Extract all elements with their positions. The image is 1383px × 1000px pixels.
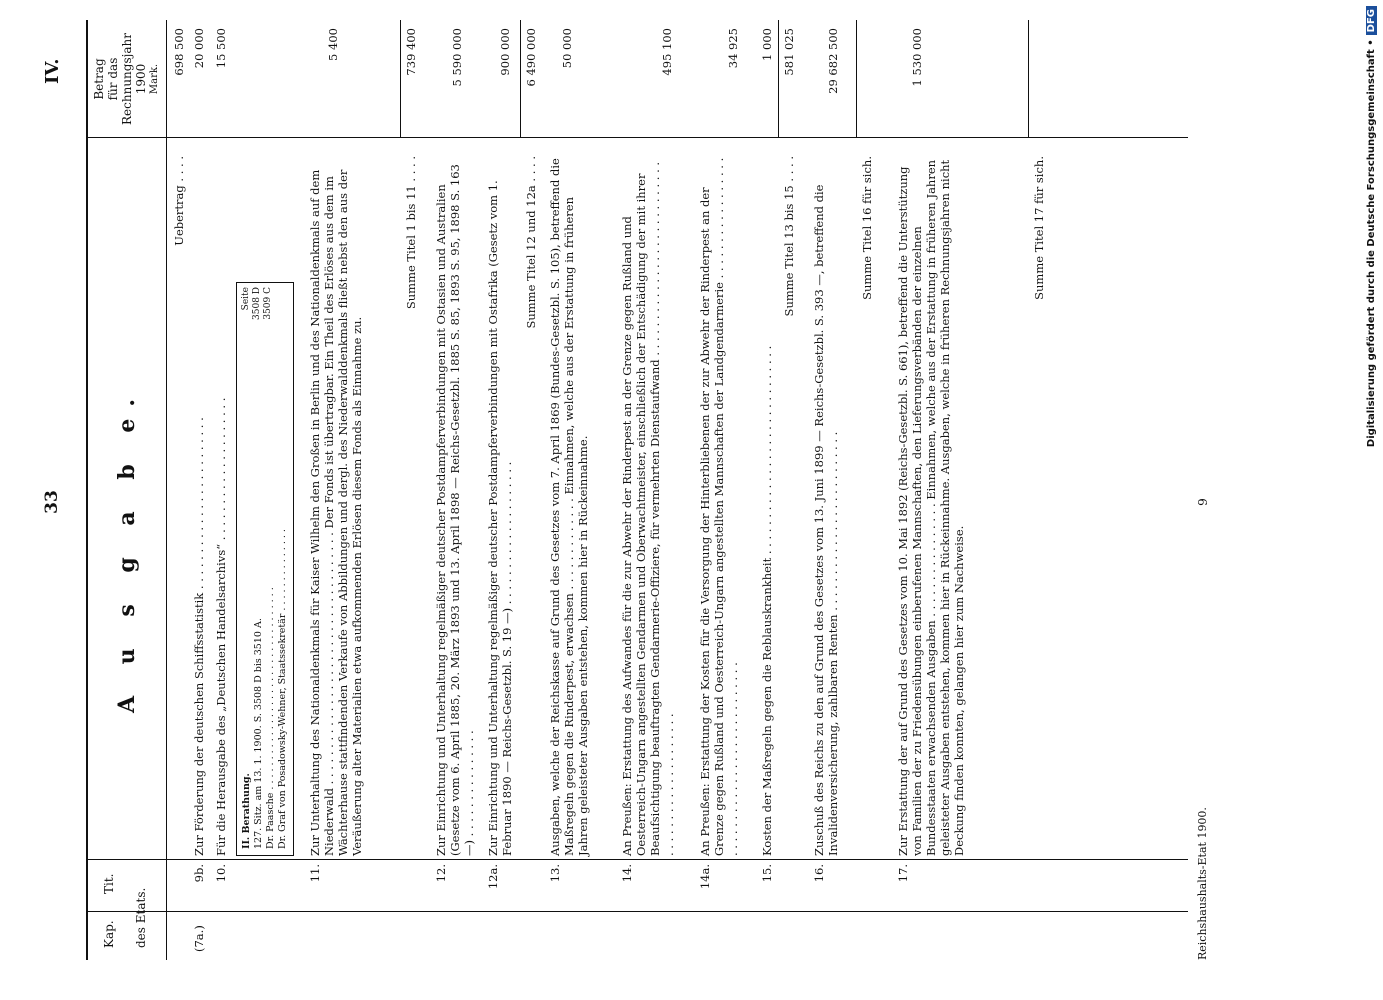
uebertrag-amount: 698 500 — [172, 28, 186, 76]
row-text: An Preußen: Erstattung des Aufwandes für die zur Abwehr der Rinderpest an der Grenze gegen Rußland und Oesterreich-Ungarn angestellten Gendarmen und Oberwachtmeister, einschließlich der Entschädigung der mit ihrer Beaufsichtigung beauftragten Gendarmerie-Offiziere, für vermehrten Dienstaufwand . . . . . . . . . . . . . . . . . . . . . . . . . . . . . . . . . . . . . . . . . . . . . . . — [620, 161, 676, 856]
sum-rule — [520, 20, 521, 137]
row-text: Zur Einrichtung und Unterhaltung regelmäßiger deutscher Postdampferverbindungen mit Ostasien und Australien (Gesetze vom 6. April 1885, 20. März 1893 und 13. April 1898 — Reichs-Gesetzbl. 1885 S. 85, 1893 S. 95, 1898 S. 163 —) . . . . . . . . . . . . . . . — [434, 164, 476, 856]
row-text: Zur Förderung der deutschen Schiffsstatistik . . . . . . . . . . . . . . . . . . . . . . . . — [192, 417, 206, 856]
sum-label: Summe Titel 17 für sich. — [1032, 156, 1046, 300]
row-amount: 15 500 — [214, 28, 228, 69]
sum-label: Summe Titel 16 für sich. — [860, 156, 874, 300]
column-divider — [88, 911, 1188, 912]
row-text: Ausgaben, welche der Reichskasse auf Grund des Gesetzes vom 7. April 1869 (Bundes-Gesetzbl. S. 105), betreffend die Maßregeln gegen die Rinderpest, erwachsen . . . . . . . . . . . . . Einnahmen, welche aus der Erstattung in früheren Jahren geleisteter Ausgaben entstehen, kommen hier in Rückeinnahme. — [548, 158, 590, 856]
sum-label: Summe Titel 12 und 12a . . . . — [524, 156, 538, 329]
row-amount: 495 100 — [660, 28, 674, 76]
beratung-seiten — [241, 287, 274, 320]
header-mark: Mark. — [149, 63, 160, 95]
beratung-box — [236, 282, 294, 856]
row-text: Zur Unterhaltung des Nationaldenkmals für Kaiser Wilhelm den Großen in Berlin und des Nationaldenkmals auf dem Niederwald . . . . . . . . . . . . . . . . . . . . . . . . . . . . . . . . . . . Der Fonds ist übertragbar. Ein Theil des Erlöses aus dem im Wächterhause stattfindenden Verkaufe von Abbildungen und dergl. des Niederwalddenkmals fließt nebst den aus der Veräußerung alter Materialien etwa aufkommenden Erlösen diesem Fonds als Einnahme zu. — [308, 169, 364, 856]
header-kap: Kap. — [102, 920, 116, 948]
row-amount: 29 682 500 — [826, 28, 840, 94]
column-divider — [88, 137, 1188, 138]
row-tit: 13. — [548, 864, 562, 883]
table-header — [88, 20, 167, 960]
dfg-credit-text: Digitalisierung gefördert durch die Deutsche Forschungsgemeinschaft • — [1366, 39, 1377, 448]
betrag-line: 1900 — [134, 63, 148, 95]
betrag-line: Betrag — [92, 58, 106, 100]
row-tit: 15. — [760, 864, 774, 883]
dfg-credit-line — [1366, 6, 1382, 996]
header-betrag — [92, 20, 162, 138]
header-tit: Tit. — [102, 873, 116, 894]
row-tit: 11. — [308, 864, 322, 883]
sum-rule — [778, 20, 779, 137]
page-number: 33 — [42, 490, 62, 514]
betrag-line: für das — [106, 57, 120, 101]
seite-ref: 3509 C — [263, 287, 273, 320]
sum-rule — [856, 20, 857, 137]
sum-amount: 6 490 000 — [524, 28, 538, 87]
row-text: Kosten der Maßregeln gegen die Reblauskrankheit . . . . . . . . . . . . . . . . . . . . . . . . . . . . . — [760, 345, 774, 856]
sum-rule — [400, 20, 401, 137]
section-number: IV. — [42, 58, 63, 84]
column-divider — [88, 859, 1188, 860]
row-amount: 1 530 000 — [910, 28, 924, 87]
row-tit: 12a. — [486, 864, 500, 890]
row-tit: 14a. — [698, 864, 712, 890]
footer-etat: Reichshaushalts-Etat 1900. — [1196, 807, 1209, 960]
row-text: Zur Erstattung der auf Grund des Gesetzes vom 10. Mai 1892 (Reichs-Gesetzbl. S. 661), betreffend die Unterstützung von Familien der zu Friedensübungen einberufenen Mannschaften, den Lieferungsverbänden der einzelnen Bundesstaaten erwachsenden Ausgaben . . . . . . . . . . . . . . . . Einnahmen, welche aus der Erstattung in früheren Jahren geleisteter Ausgaben entstehen, kommen hier in Rückeinnahme. Ausgaben, welche in früheren Rechnungsjahren nicht Deckung finden konnten, gelangen hier zum Nachweise. — [896, 159, 966, 856]
row-tit: 16. — [812, 864, 826, 883]
sum-amount: 739 400 — [404, 28, 418, 76]
budget-table — [86, 20, 1188, 960]
row-kap: (7a.) — [192, 925, 206, 952]
footer-page-number: 9 — [1196, 498, 1210, 506]
sum-label: Summe Titel 13 bis 15 . . . . — [782, 156, 796, 317]
row-text: Zur Einrichtung und Unterhaltung regelmäßiger deutscher Postdampferverbindungen mit Ostafrika (Gesetz vom 1. Februar 1890 — Reichs-Gesetzbl. S. 19 —) . . . . . . . . . . . . . . . . . . . . — [486, 180, 514, 856]
row-amount: 1 000 — [760, 28, 774, 61]
beratung-speaker: Dr. Paasche . . . . . . . . . . . . . . . . . . . . . . . . . . . . . . . . . . — [265, 587, 276, 849]
row-amount: 5 590 000 — [450, 28, 464, 87]
row-tit: 14. — [620, 864, 634, 883]
dfg-credit — [1366, 6, 1382, 996]
row-text: Zuschuß des Reichs zu den auf Grund des Gesetzes vom 13. Juni 1899 — Reichs-Gesetzbl. S. 393 —, betreffend die Invalidenversicherung, zahlbaren Renten . . . . . . . . . . . . . . . . . . . . . . . . . — [812, 184, 840, 856]
page-title: A u s g a b e. — [114, 386, 140, 714]
row-amount: 20 000 — [192, 28, 206, 69]
row-amount: 50 000 — [560, 28, 574, 69]
row-text: Für die Herausgabe des „Deutschen Handelsarchivs“ . . . . . . . . . . . . . . . . . . . . — [214, 397, 228, 856]
row-tit: 17. — [896, 864, 910, 883]
row-tit: 12. — [434, 864, 448, 883]
seite-label: Seite — [241, 287, 251, 311]
uebertrag-label: Uebertrag . . . . — [172, 156, 186, 246]
betrag-line: Rechnungsjahr — [120, 33, 134, 125]
sum-rule — [1028, 20, 1029, 137]
row-tit: 9b. — [192, 864, 206, 883]
row-amount: 5 400 — [326, 28, 340, 61]
beratung-heading: II. Berathung. — [241, 773, 252, 849]
row-text: An Preußen: Erstattung der Kosten für die Versorgung der Hinterbliebenen der zur Abwehr der Rinderpest an der Grenze gegen Rußland und Oesterreich-Ungarn angestellten Mannschaften der Landgendarmerie . . . . . . . . . . . . . . . . . . . . . . . . . . . . . . . . . . . . . . . . . . . . — [698, 157, 740, 856]
beratung-speaker: Dr. Graf von Posadowsky-Wehner, Staatssekretär . . . . . . . . . . . . . . — [277, 529, 288, 849]
row-amount: 34 925 — [726, 28, 740, 69]
seite-ref: 3508 D — [252, 287, 262, 320]
sum-amount: 581 025 — [782, 28, 796, 76]
row-amount: 900 000 — [498, 28, 512, 76]
row-tit: 10. — [214, 864, 228, 883]
sum-label: Summe Titel 1 bis 11 . . . . — [404, 156, 418, 310]
beratung-sitzung: 127. Sitz. am 13. 1. 1900. S. 3508 D bis 3510 A. — [253, 618, 264, 849]
header-des: des Etats. — [134, 887, 148, 948]
beratung-container — [234, 156, 298, 856]
dfg-logo: DFG — [1366, 6, 1377, 35]
